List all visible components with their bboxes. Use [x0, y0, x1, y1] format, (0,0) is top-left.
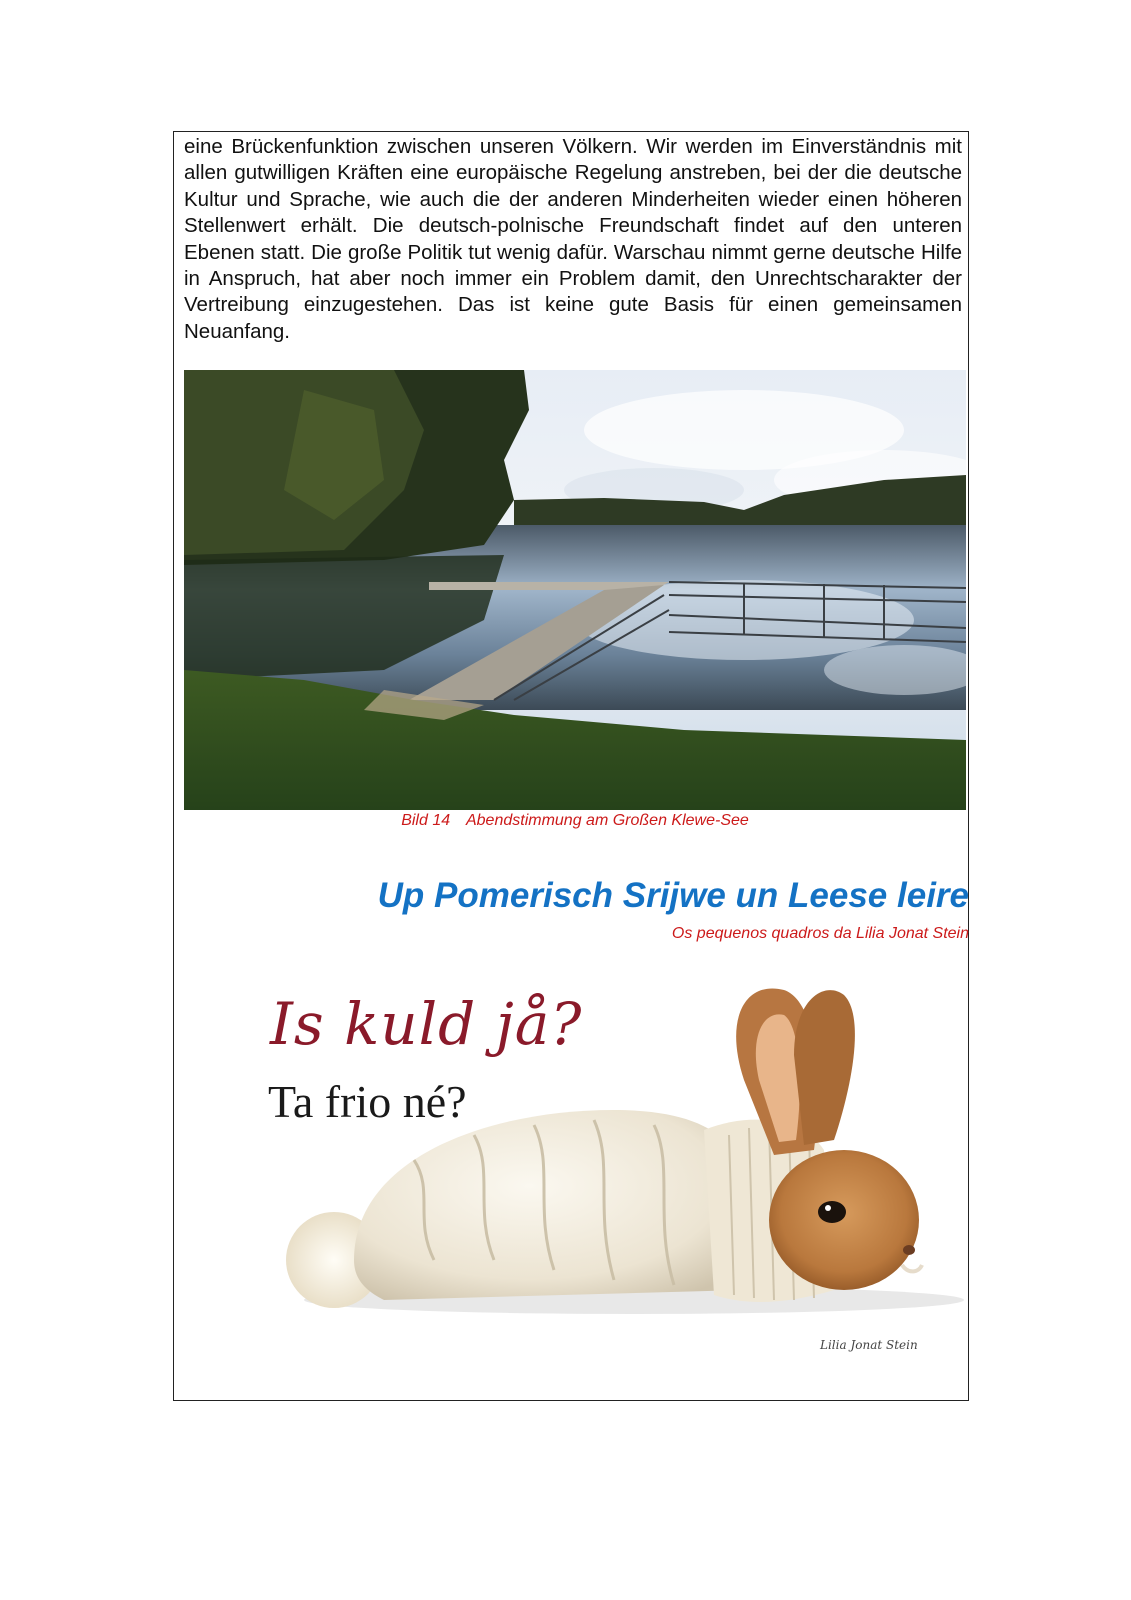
section-heading: Up Pomerisch Srijwe un Leese leire [377, 876, 969, 915]
illustration-title-portuguese: Ta frio né? [268, 1076, 467, 1127]
photo-caption [184, 812, 966, 830]
body-paragraph: eine Brückenfunktion zwischen unseren Völkern. Wir werden im Einverständnis mit allen gutwilligen Kräften eine europäische Regelung anstreben, bei der die deutsche Kultur und Sprache, wie auch die der anderen Minderheiten wieder einen höheren Stellenwert erhält. Die deutsch-polnische Freundschaft findet auf den unteren Ebenen statt. Die große Politik tut wenig dafür. Warschau nimmt gerne deutsche Hilfe in Anspruch, hat aber noch immer ein Problem damit, den Unrechtscharakter der Vertreibung einzugestehen. Das ist keine gute Basis für einen gemeinsamen Neuanfang. [184, 135, 962, 343]
caption-text: Abendstimmung am Großen Klewe-See [465, 812, 749, 829]
caption-number: Bild 14 [401, 812, 451, 829]
section-subheading: Os pequenos quadros da Lilia Jonat Stein [671, 925, 969, 942]
illustration-title-pomeranian: Is kuld jå? [270, 990, 583, 1058]
lake-photo [184, 370, 966, 810]
artist-signature: Lilia Jonat Stein [820, 1338, 918, 1352]
